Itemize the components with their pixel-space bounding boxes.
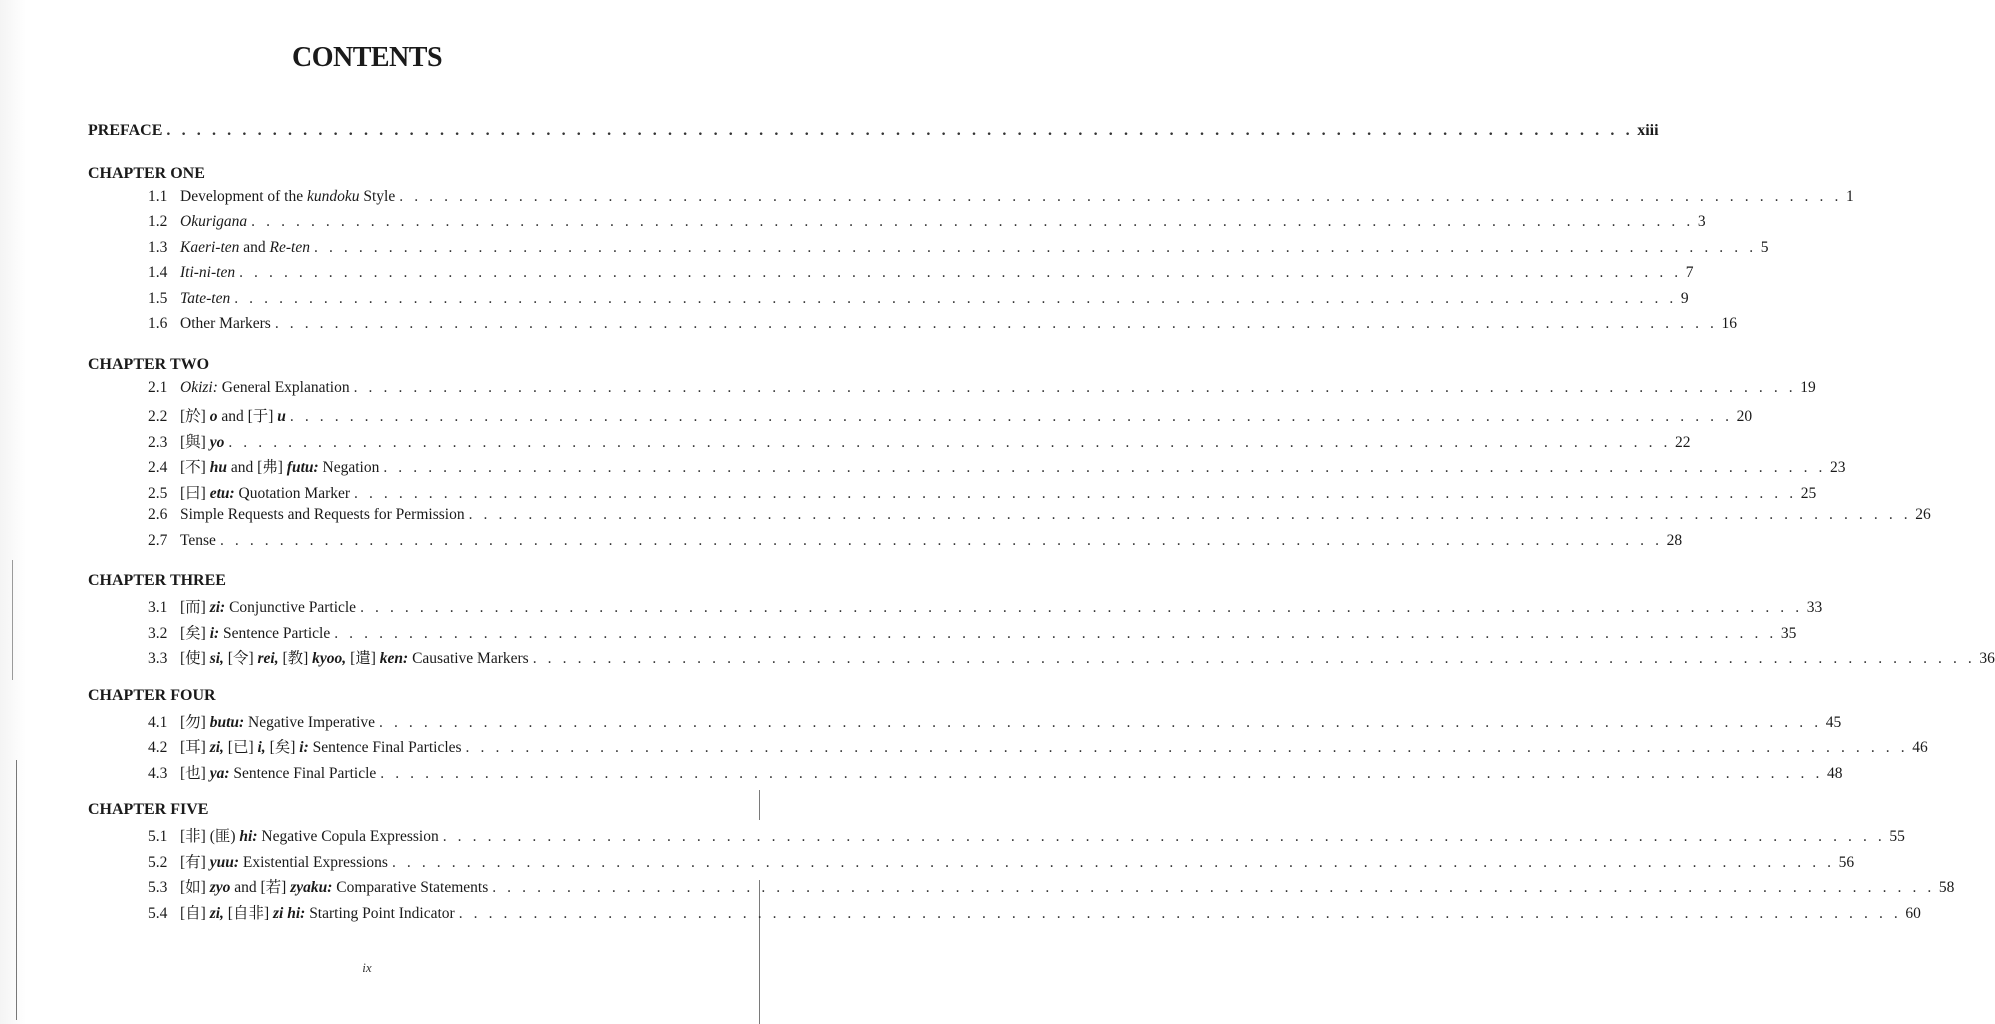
page-number-ref: 3: [1697, 213, 1706, 230]
entry-label: [148, 264, 235, 282]
entry-title-part: Comparative Statements: [332, 879, 489, 896]
entry-title-part: hi:: [239, 828, 258, 845]
entry-title-part: Tate-ten: [180, 289, 231, 307]
chapter-heading: CHAPTER FOUR: [88, 686, 216, 704]
page-number-ref: 16: [1721, 315, 1738, 332]
section-number: 1.2: [148, 213, 168, 230]
section-number: 3.3: [148, 650, 168, 667]
entry-title-part: Negative Imperative: [244, 713, 375, 731]
page-number-ref: 9: [1680, 289, 1689, 307]
entry-title-part: [如]: [180, 879, 210, 896]
page-number-ref: 1: [1845, 187, 1854, 205]
scan-streak: [16, 760, 17, 1020]
entry-title-part: [非] (匪): [180, 828, 240, 845]
dot-leader: . . . . . . . . . . . . . . . . . . . . . . . . . . . . . . . . . . . . . . . . . . . . . . . . . . . . . . . . . . . . . . . . . . . . . . . . . . . . . . . . . . . . . . . . . . . . . . . . .: [383, 459, 1827, 476]
toc-preface-row: [88, 122, 1659, 148]
entry-title-part: Sentence Final Particles: [308, 739, 462, 756]
section-number: 3.1: [148, 599, 168, 616]
entry-label: [148, 455, 379, 477]
entry-title-part: Quotation Marker: [234, 484, 351, 502]
entry-title-part: rei,: [257, 650, 279, 667]
page-number-ref: 56: [1838, 853, 1855, 871]
entry-title-part: Causative Markers: [408, 650, 529, 667]
dot-leader: . . . . . . . . . . . . . . . . . . . . . . . . . . . . . . . . . . . . . . . . . . . . . . . . . . . . . . . . . . . . . . . . . . . . . . . . . . . . . . . . . . . . . . . . . . . . . . . . .: [492, 879, 1935, 896]
entry-title-part: [矣]: [180, 624, 210, 642]
page-number-ref: 28: [1666, 531, 1683, 549]
entry-title-part: [於]: [180, 408, 210, 425]
section-number: 2.4: [148, 459, 168, 476]
entry-label: [148, 595, 356, 617]
entry-label: [148, 315, 271, 333]
entry-label: [148, 379, 350, 397]
entry-title-part: [與]: [180, 433, 210, 451]
entry-title-part: [有]: [180, 853, 210, 871]
page-number-ref: 33: [1806, 599, 1823, 616]
toc-entry: [88, 481, 1817, 507]
toc-entry: [88, 404, 1753, 430]
toc-entry: [88, 850, 1855, 876]
entry-title-part: and: [239, 238, 270, 256]
dot-leader: . . . . . . . . . . . . . . . . . . . . . . . . . . . . . . . . . . . . . . . . . . . . . . . . . . . . . . . . . . . . . . . . . . . . . . . . . . . . . . . . . . . . . . . . . . . . . . . . .: [228, 433, 1672, 451]
entry-title-part: Negation: [318, 459, 380, 476]
entry-label: [148, 404, 286, 426]
entry-title-part: [曰]: [180, 484, 210, 502]
section-number: 4.1: [148, 713, 168, 731]
entry-title-part: kundoku: [306, 187, 360, 205]
entry-title-part: si,: [209, 650, 224, 667]
dot-leader: . . . . . . . . . . . . . . . . . . . . . . . . . . . . . . . . . . . . . . . . . . . . . . . . . . . . . . . . . . . . . . . . . . . . . . . . . . . . . . . . . . . . . . . . . . . . . . . . .: [251, 213, 1694, 230]
table-of-contents: [88, 122, 1995, 926]
entry-label: [148, 646, 529, 668]
entry-title-part: [已]: [223, 739, 258, 756]
entry-label: [148, 213, 247, 231]
dot-leader: . . . . . . . . . . . . . . . . . . . . . . . . . . . . . . . . . . . . . . . . . . . . . . . . . . . . . . . . . . . . . . . . . . . . . . . . . . . . . . . . . . . . . . . . . . . . . . . . .: [465, 739, 1909, 756]
dot-leader: . . . . . . . . . . . . . . . . . . . . . . . . . . . . . . . . . . . . . . . . . . . . . . . . . . . . . . . . . . . . . . . . . . . . . . . . . . . . . . . . . . . . . . . . . . . . . . . . .: [379, 713, 1822, 731]
entry-label: [148, 532, 216, 550]
entry-title-part: Sentence Final Particle: [229, 764, 377, 782]
entry-title-part: o: [209, 408, 218, 425]
toc-entry: [88, 901, 1921, 927]
entry-title-part: and [于]: [217, 408, 278, 425]
page-number-ref: 5: [1760, 238, 1769, 256]
toc-entry: [88, 875, 1955, 901]
section-number: 5.1: [148, 828, 168, 845]
toc-entry: [88, 213, 1706, 239]
dot-leader: . . . . . . . . . . . . . . . . . . . . . . . . . . . . . . . . . . . . . . . . . . . . . . . . . . . . . . . . . . . . . . . . . . . . . . . . . . . . . . . . . . . . . . . . . . . . . . . . .: [353, 378, 1797, 396]
section-number: 1.4: [148, 264, 168, 281]
section-number: 2.2: [148, 408, 168, 425]
entry-title-part: Conjunctive Particle: [225, 599, 357, 616]
dot-leader: . . . . . . . . . . . . . . . . . . . . . . . . . . . . . . . . . . . . . . . . . . . . . . . . . . . . . . . . . . . . . . . . . . . . . . . . . . . . . . . . . . . . . . . . . . . . . . . . .: [380, 764, 1823, 782]
entry-label: [148, 481, 350, 503]
entry-title-part: kyoo,: [312, 650, 347, 667]
page-number-ref: 19: [1800, 378, 1816, 396]
entry-title-part: yo: [209, 433, 225, 451]
entry-title-part: Okizi:: [180, 378, 218, 396]
section-number: 4.3: [148, 764, 168, 782]
toc-entry: [88, 506, 1931, 532]
chapter-heading: CHAPTER THREE: [88, 572, 226, 589]
entry-title-part: [耳]: [180, 739, 210, 756]
toc-entry: [88, 187, 1854, 214]
toc-entry: [88, 238, 1769, 265]
preface-page: xiii: [1637, 122, 1659, 139]
chapter-gap: [88, 341, 648, 351]
section-number: 1.5: [148, 289, 168, 307]
entry-label: [148, 824, 439, 846]
dot-leader: . . . . . . . . . . . . . . . . . . . . . . . . . . . . . . . . . . . . . . . . . . . . . . . . . . . . . . . . . . . . . . . . . . . . . . . . . . . . . . . . . . . . . . . . . . . . . . . . .: [234, 289, 1677, 307]
entry-title-part: [勿]: [180, 713, 210, 731]
entry-title-part: Sentence Particle: [219, 624, 331, 642]
dot-leader: . . . . . . . . . . . . . . . . . . . . . . . . . . . . . . . . . . . . . . . . . . . . . . . . . . . . . . . . . . . . . . . . . . . . . . . . . . . . . . . . . . . . . . . . . . . . . . . . .: [391, 853, 1835, 871]
scan-edge-right: [759, 790, 760, 820]
entry-title-part: [自非]: [223, 904, 273, 922]
page-number-ref: 23: [1830, 459, 1846, 476]
chapter-heading: CHAPTER FIVE: [88, 801, 209, 818]
entry-title-part: Okurigana: [180, 213, 248, 230]
toc-entry: [88, 710, 1842, 736]
section-number: 2.5: [148, 484, 168, 502]
entry-title-part: Kaeri-ten: [180, 238, 240, 256]
page-title: CONTENTS: [291, 42, 443, 73]
chapter-heading: CHAPTER TWO: [88, 355, 210, 373]
entry-label: [148, 735, 462, 757]
entry-title-part: Re-ten: [269, 238, 310, 256]
page-number-ref: 26: [1915, 506, 1931, 523]
entry-label: [148, 430, 224, 452]
page-number: ix: [362, 960, 372, 975]
entry-title-part: [令]: [223, 650, 258, 667]
entry-title-part: hu: [209, 459, 227, 476]
toc-entry: [88, 595, 1823, 621]
entry-title-part: and [弗]: [226, 459, 287, 476]
chapter-heading: CHAPTER ONE: [88, 164, 205, 182]
entry-title-part: Negative Copula Expression: [257, 828, 439, 845]
section-number: 1.6: [148, 315, 168, 332]
entry-title-part: [矣]: [265, 739, 300, 756]
entry-title-part: and [若]: [230, 879, 291, 896]
toc-entry: [88, 455, 1846, 481]
scan-edge-right: [759, 880, 760, 1024]
entry-label: [148, 239, 310, 257]
dot-leader: . . . . . . . . . . . . . . . . . . . . . . . . . . . . . . . . . . . . . . . . . . . . . . . . . . . . . . . . . . . . . . . . . . . . . . . . . . . . . . . . . . . . . . . . . . . . . . . . .: [314, 238, 1757, 256]
page-number-ref: 58: [1938, 879, 1955, 896]
entry-title-part: Starting Point Indicator: [305, 904, 455, 922]
page-number-ref: 25: [1800, 484, 1817, 502]
toc-entry: [88, 430, 1691, 456]
entry-label: [148, 506, 465, 524]
entry-title-part: Development of the: [180, 187, 307, 205]
dot-leader: . . . . . . . . . . . . . . . . . . . . . . . . . . . . . . . . . . . . . . . . . . . . . . . . . . . . . . . . . . . . . . . . . . . . . . . . . . . . . . . . . . . . . . . . . . . . . . . . .: [166, 122, 1634, 139]
dot-leader: . . . . . . . . . . . . . . . . . . . . . . . . . . . . . . . . . . . . . . . . . . . . . . . . . . . . . . . . . . . . . . . . . . . . . . . . . . . . . . . . . . . . . . . . . . . . . . . . .: [354, 484, 1797, 502]
entry-title-part: etu:: [209, 484, 235, 502]
dot-leader: . . . . . . . . . . . . . . . . . . . . . . . . . . . . . . . . . . . . . . . . . . . . . . . . . . . . . . . . . . . . . . . . . . . . . . . . . . . . . . . . . . . . . . . . . . . . . . . . .: [239, 264, 1682, 281]
entry-title-part: Existential Expressions: [239, 853, 388, 871]
page-number-ref: 48: [1826, 764, 1843, 782]
entry-title-part: zyaku:: [290, 879, 333, 896]
toc-entry: [88, 646, 1995, 672]
entry-title-part: [也]: [180, 764, 210, 782]
entry-title-part: butu:: [209, 713, 245, 731]
page-number-ref: 45: [1825, 713, 1842, 731]
entry-title-part: i:: [209, 624, 220, 642]
entry-title-part: [自]: [180, 904, 210, 922]
entry-title-part: [教]: [278, 650, 313, 667]
dot-leader: . . . . . . . . . . . . . . . . . . . . . . . . . . . . . . . . . . . . . . . . . . . . . . . . . . . . . . . . . . . . . . . . . . . . . . . . . . . . . . . . . . . . . . . . . . . . . . . . .: [289, 408, 1733, 425]
chapter-gap: [88, 557, 648, 567]
entry-title-part: ken:: [379, 650, 409, 667]
entry-label: [148, 188, 395, 206]
dot-leader: . . . . . . . . . . . . . . . . . . . . . . . . . . . . . . . . . . . . . . . . . . . . . . . . . . . . . . . . . . . . . . . . . . . . . . . . . . . . . . . . . . . . . . . . . . . . . . . . .: [360, 599, 1803, 616]
chapter-gap: [88, 672, 648, 682]
section-number: 2.3: [148, 433, 168, 451]
toc-entry: [88, 824, 1905, 850]
dot-leader: . . . . . . . . . . . . . . . . . . . . . . . . . . . . . . . . . . . . . . . . . . . . . . . . . . . . . . . . . . . . . . . . . . . . . . . . . . . . . . . . . . . . . . . . . . . . . . . . .: [334, 624, 1777, 642]
section-number: 2.6: [148, 506, 168, 523]
page-number-ref: 22: [1675, 433, 1691, 451]
toc-entry: [88, 289, 1689, 316]
entry-title-part: yuu:: [209, 853, 239, 871]
toc-entry: [88, 621, 1797, 647]
page-number-ref: 35: [1780, 624, 1797, 642]
toc-entry: [88, 761, 1843, 787]
dot-leader: . . . . . . . . . . . . . . . . . . . . . . . . . . . . . . . . . . . . . . . . . . . . . . . . . . . . . . . . . . . . . . . . . . . . . . . . . . . . . . . . . . . . . . . . . . . . . . . . .: [532, 650, 1976, 667]
entry-label: [148, 290, 230, 308]
entry-label: [148, 850, 388, 872]
dot-leader: . . . . . . . . . . . . . . . . . . . . . . . . . . . . . . . . . . . . . . . . . . . . . . . . . . . . . . . . . . . . . . . . . . . . . . . . . . . . . . . . . . . . . . . . . . . . . . . . .: [399, 187, 1842, 205]
page-number-ref: 60: [1905, 904, 1921, 922]
preface-label: PREFACE: [88, 122, 163, 139]
entry-title-part: Style: [359, 187, 396, 205]
section-number: 1.3: [148, 238, 168, 256]
dot-leader: . . . . . . . . . . . . . . . . . . . . . . . . . . . . . . . . . . . . . . . . . . . . . . . . . . . . . . . . . . . . . . . . . . . . . . . . . . . . . . . . . . . . . . . . . . . . . . . . .: [468, 506, 1912, 523]
entry-title-part: zyo: [209, 879, 231, 896]
entry-label: [148, 710, 375, 732]
toc-entry: [88, 735, 1928, 761]
entry-label: [148, 621, 330, 643]
toc-entry: [88, 531, 1683, 558]
entry-title-part: zi:: [209, 599, 226, 616]
entry-title-part: Simple Requests and Requests for Permission: [180, 506, 465, 523]
entry-label: [148, 761, 376, 783]
entry-title-part: i:: [299, 739, 309, 756]
toc-entry: [88, 378, 1816, 405]
entry-title-part: Tense: [180, 531, 216, 549]
entry-title-part: [使]: [180, 650, 210, 667]
section-number: 5.2: [148, 853, 168, 871]
entry-title-part: Iti-ni-ten: [180, 264, 236, 281]
entry-label: [148, 875, 488, 897]
chapter-list: [88, 160, 1995, 927]
toc-entry: [88, 264, 1694, 290]
entry-title-part: zi,: [209, 904, 224, 922]
entry-title-part: [遣]: [346, 650, 380, 667]
entry-title-part: General Explanation: [217, 378, 350, 396]
entry-title-part: Other Markers: [180, 315, 271, 332]
entry-label: [148, 901, 455, 923]
section-number: 2.7: [148, 531, 168, 549]
section-number: 2.1: [148, 378, 168, 396]
page-number-ref: 36: [1979, 650, 1995, 667]
entry-title-part: [而]: [180, 599, 210, 616]
section-number: 5.4: [148, 904, 168, 922]
dot-leader: . . . . . . . . . . . . . . . . . . . . . . . . . . . . . . . . . . . . . . . . . . . . . . . . . . . . . . . . . . . . . . . . . . . . . . . . . . . . . . . . . . . . . . . . . . . . . . . . .: [274, 315, 1718, 332]
dot-leader: . . . . . . . . . . . . . . . . . . . . . . . . . . . . . . . . . . . . . . . . . . . . . . . . . . . . . . . . . . . . . . . . . . . . . . . . . . . . . . . . . . . . . . . . . . . . . . . . .: [458, 904, 1902, 922]
toc-entry: [88, 315, 1738, 341]
entry-title-part: i,: [257, 739, 266, 756]
section-number: 4.2: [148, 739, 168, 756]
section-number: 3.2: [148, 624, 168, 642]
entry-title-part: [不]: [180, 459, 210, 476]
page-number-ref: 55: [1889, 828, 1905, 845]
scan-streak: [12, 560, 13, 680]
page-number-ref: 20: [1736, 408, 1753, 425]
section-number: 1.1: [148, 187, 168, 205]
scan-edge: [0, 0, 26, 1024]
section-number: 5.3: [148, 879, 168, 896]
entry-title-part: zi hi:: [273, 904, 306, 922]
entry-title-part: futu:: [286, 459, 319, 476]
page-number-ref: 46: [1912, 739, 1928, 756]
entry-title-part: u: [277, 408, 286, 425]
entry-title-part: zi,: [209, 739, 224, 756]
dot-leader: . . . . . . . . . . . . . . . . . . . . . . . . . . . . . . . . . . . . . . . . . . . . . . . . . . . . . . . . . . . . . . . . . . . . . . . . . . . . . . . . . . . . . . . . . . . . . . . . .: [219, 531, 1663, 549]
page-number-ref: 7: [1685, 264, 1694, 281]
chapter-gap: [88, 786, 648, 796]
entry-title-part: ya:: [209, 764, 230, 782]
dot-leader: . . . . . . . . . . . . . . . . . . . . . . . . . . . . . . . . . . . . . . . . . . . . . . . . . . . . . . . . . . . . . . . . . . . . . . . . . . . . . . . . . . . . . . . . . . . . . . . . .: [442, 828, 1886, 845]
